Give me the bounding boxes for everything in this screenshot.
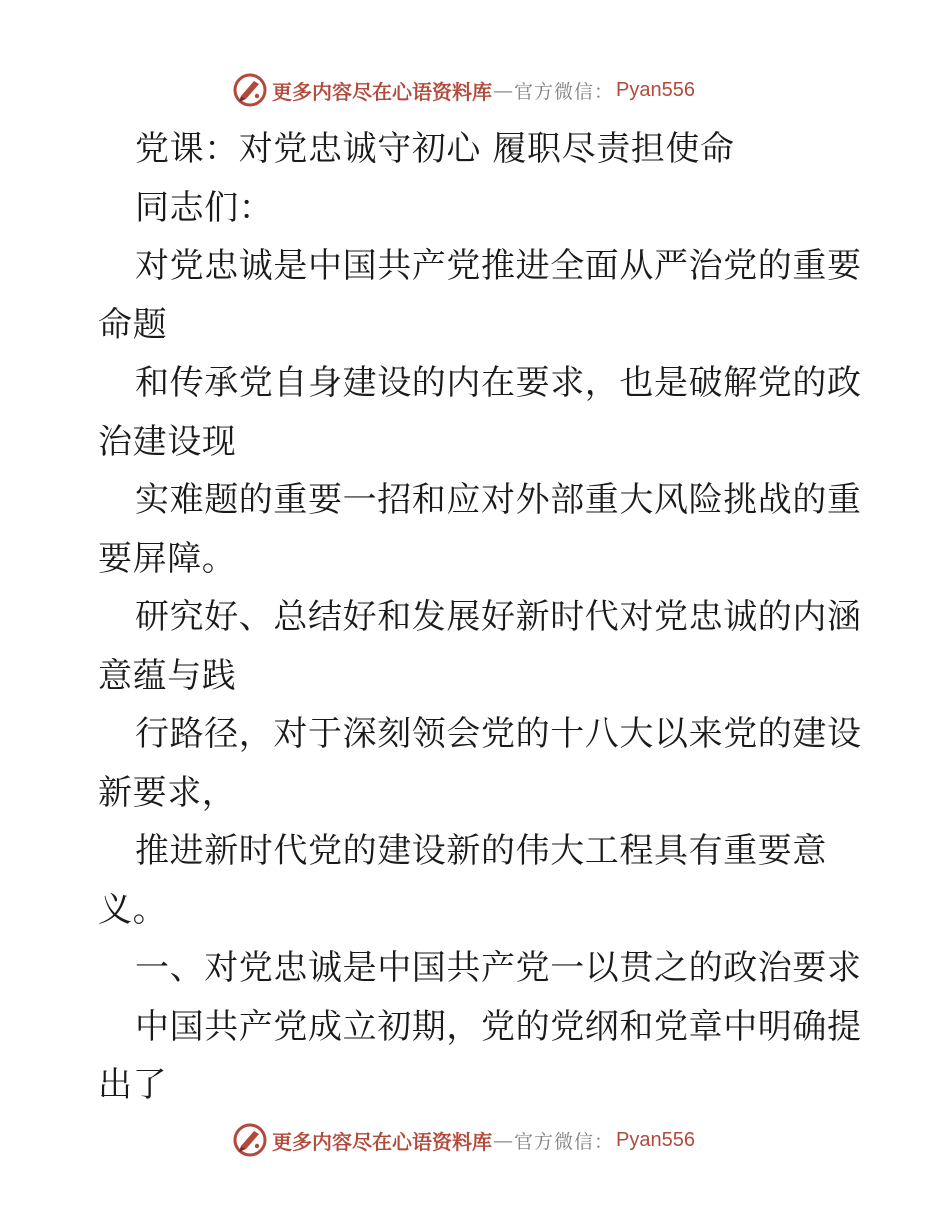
text-line: 和传承党自身建设的内在要求，也是破解党的政 [135,363,862,403]
text-line: 义。 [98,889,168,930]
text-line: 推进新时代党的建设新的伟大工程具有重要意 [135,831,827,871]
watermark-sub-text: 官方微信： [514,80,615,103]
watermark-main-text: 更多内容尽在心语资料库 [272,1129,492,1154]
text-line: 新要求， [98,772,237,813]
text-line: 行路径，对于深刻领会党的十八大以来党的建设 [135,714,862,754]
watermark-main-text: 更多内容尽在心语资料库 [272,79,492,104]
text-line: 实难题的重要一招和应对外部重大风险挑战的重 [135,480,862,520]
text-line: 治建设现 [98,421,237,462]
text-line: 对党忠诚是中国共产党推进全面从严治党的重要 [135,246,862,286]
watermark-banner-top [232,70,695,110]
watermark-dash: — [493,78,513,102]
text-line: 意蕴与践 [98,655,237,696]
logo-icon [232,1122,268,1158]
watermark-dash: — [493,1128,513,1152]
watermark-wechat-id: Pyan556 [616,1128,695,1151]
salutation: 同志们： [135,187,274,228]
watermark-sub-text: 官方微信： [514,1130,615,1153]
document-title: 党课：对党忠诚守初心 履职尽责担使命 [135,129,735,169]
text-line: 出了 [98,1065,168,1105]
text-line: 命题 [98,304,168,345]
document-body [98,120,862,1115]
watermark-banner-bottom [232,1120,695,1160]
watermark-wechat-id: Pyan556 [616,78,695,101]
text-line: 要屏障。 [98,538,237,579]
text-line: 研究好、总结好和发展好新时代对党忠诚的内涵 [135,597,862,637]
logo-icon [232,72,268,108]
text-line: 中国共产党成立初期，党的党纲和党章中明确提 [135,1006,862,1047]
section-heading: 一、对党忠诚是中国共产党一以贯之的政治要求 [135,948,862,988]
